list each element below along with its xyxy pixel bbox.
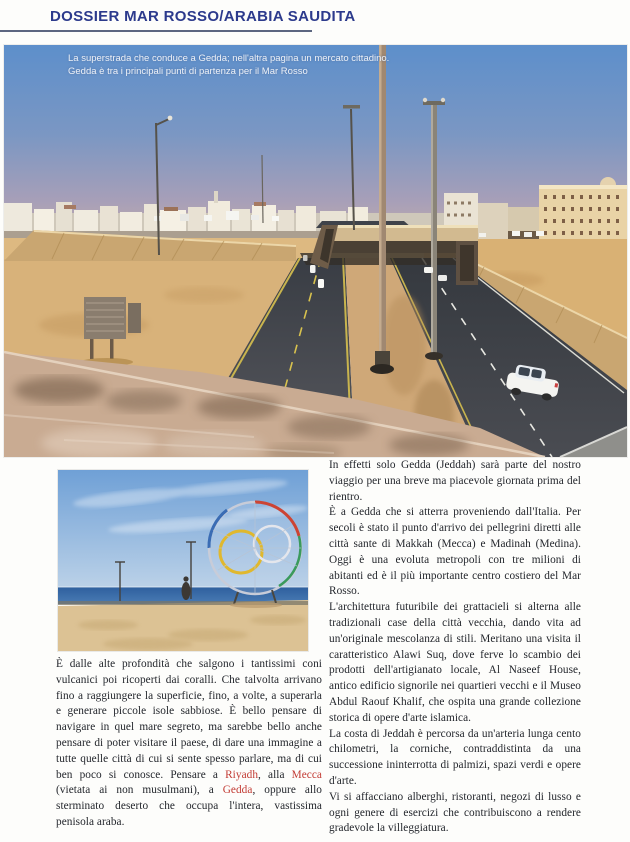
header-rule [0, 30, 312, 32]
left-paragraph [56, 657, 322, 831]
left-text-column [56, 657, 322, 831]
beach-photo [58, 470, 308, 651]
body-paragraph: Vi si affacciano alberghi, ristoranti, negozi di lusso e ogni genere di esercizi che contribuiscono a rendere gradevole la villeggiatura. [329, 790, 581, 835]
highlighted-place-name: Riyadh [225, 768, 259, 781]
page-title: DOSSIER MAR ROSSO/ARABIA SAUDITA [50, 8, 356, 25]
text-segment: , alla [258, 768, 292, 781]
right-text-column [329, 458, 581, 837]
photo-caption-line1: La superstrada che conduce a Gedda; nell'altra pagina un mercato cittadino. [68, 53, 390, 64]
text-segment: È dalle alte profondità che salgono i tantissimi coni vulcanici poi ricoperti dai coralli. Che talvolta arrivano fino a raggiungere la superficie, fino, a volte, a superarla e generare piccole isole sabbiose. È bello pensare di navigare in quel mare segreto, ma sarebbe bello anche pensare di poter visitare il paese, di dare una immagine a tutte quelle città di cui si sente spesso parlare, ma di cui ben poco si conosce. Pensare a [56, 658, 322, 781]
highlighted-place-name: Gedda [222, 784, 253, 797]
text-segment: (vietata ai non musulmani), a [56, 784, 223, 797]
highlighted-place-name: Mecca [291, 768, 322, 781]
body-paragraph: L'architettura futuribile dei grattacieli si alterna alle tradizionali case della città vecchia, dando vita ad un'originale mescolanza di stili. Meritano una visita il caratteristico Alawi Suq, dove ferve lo scambio dei prodotti dell'artigianato locale, Al Naseef House, antico edificio signorile nei quartieri vecchi e il Museo Abdul Raouf Khalif, che ospita una grande collezione storica di opere d'arte islamica. [329, 601, 581, 724]
photo-caption-line2: Gedda è tra i principali punti di partenza per il Mar Rosso [68, 66, 308, 77]
body-paragraph: In effetti solo Gedda (Jeddah) sarà parte del nostro viaggio per una breve ma piacevole giornata prima del rientro. [329, 459, 581, 503]
body-paragraph: È a Gedda che si atterra proveniendo dall'Italia. Per secoli è stato il punto d'arrivo dei pellegrini diretti alle città sante di Makkah (Mecca) e Madinah (Medina). Oggi è una evoluta metropoli con tre milioni di abitanti ed è il più importante centro costiero del Mar Rosso. [329, 506, 581, 598]
photo-caption [68, 52, 488, 78]
highway-photo [4, 45, 627, 457]
text-segment: , oppure allo sterminato deserto che occupa l'intera, vastissima penisola araba. [56, 784, 322, 828]
body-paragraph: La costa di Jeddah è percorsa da un'arteria lunga cento chilometri, la corniche, contraddistinta da una successione ininterrotta di palmizi, spazi verdi e opere d'arte. [329, 727, 581, 787]
